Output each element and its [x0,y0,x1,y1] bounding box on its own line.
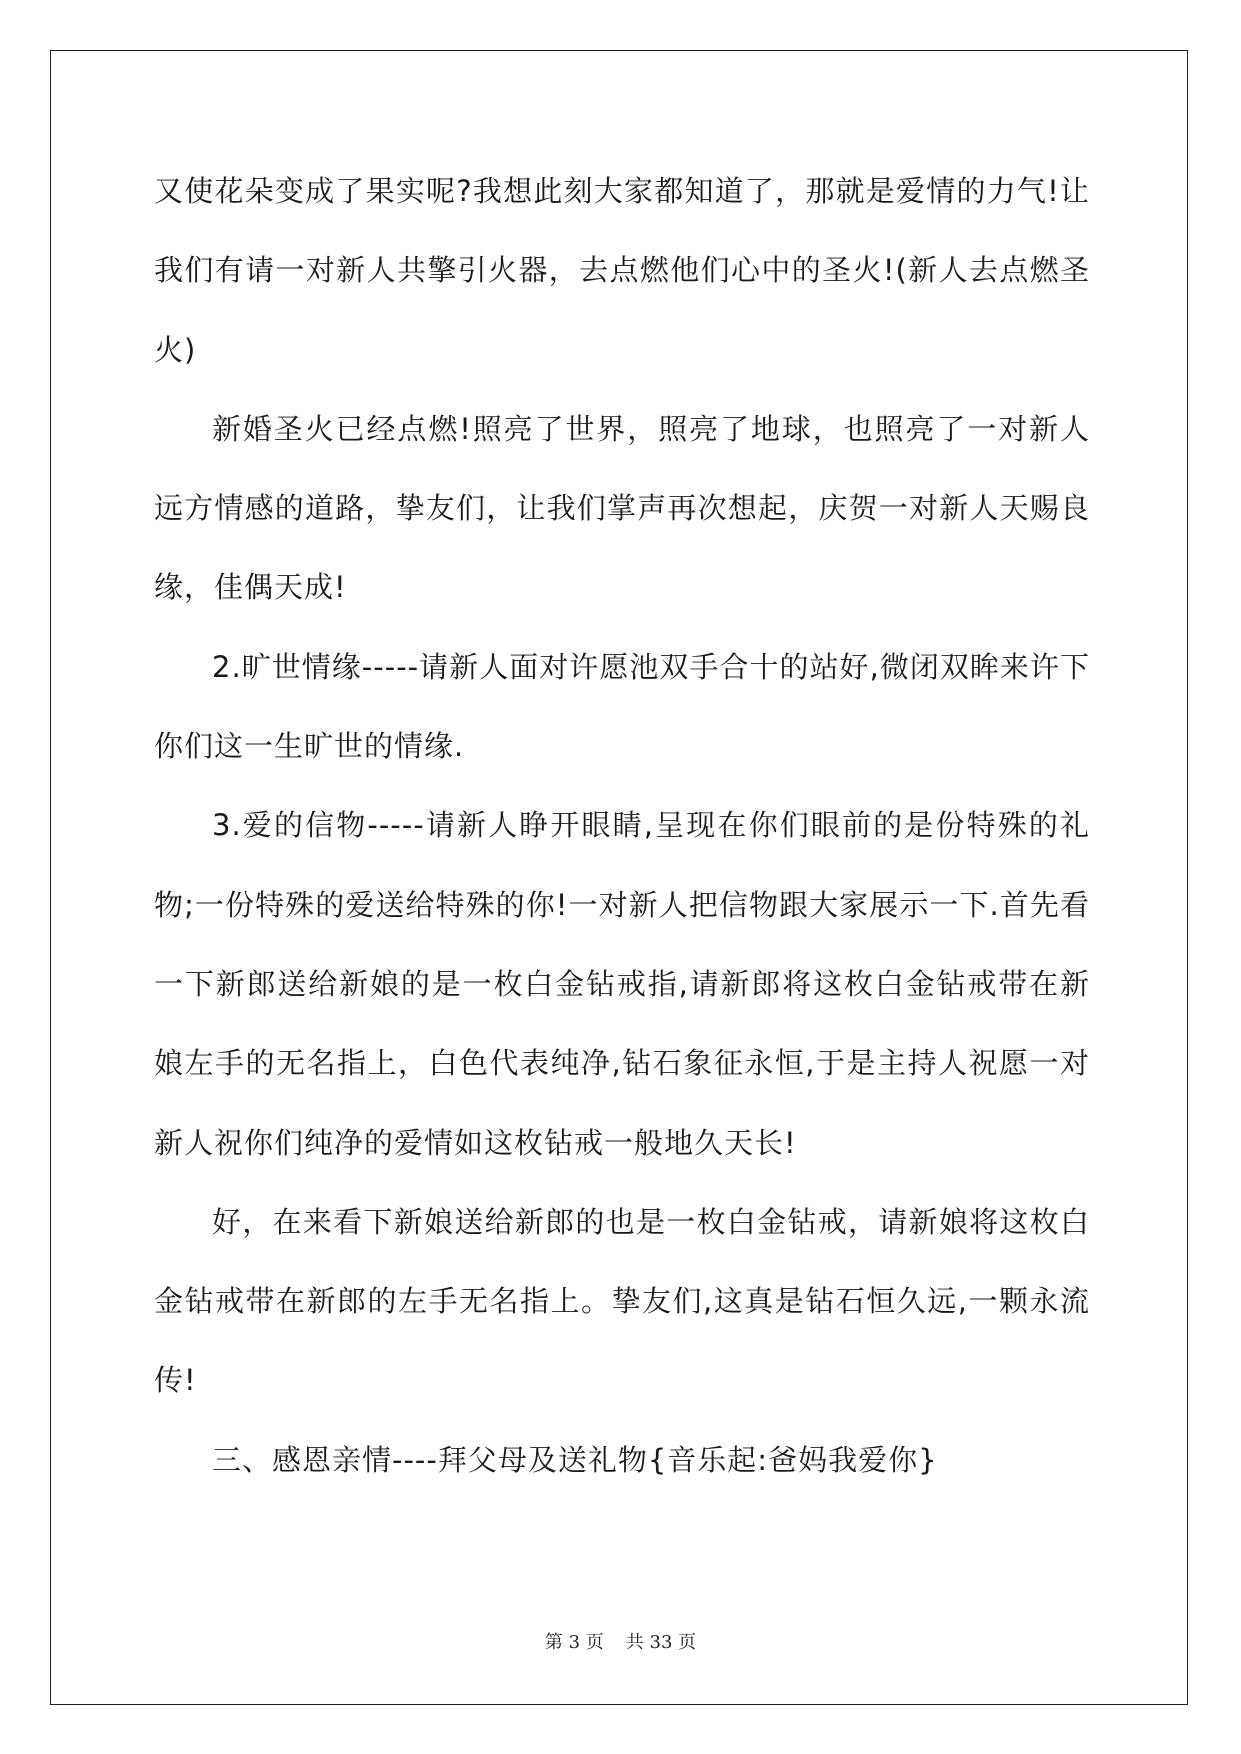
paragraph-1: 又使花朵变成了果实呢?我想此刻大家都知道了，那就是爱情的力气!让我们有请一对新人共擎引火器，去点燃他们心中的圣火!(新人去点燃圣火) [154,174,1090,367]
page-number: 第 3 页 [544,1632,604,1653]
paragraph-3: 2.旷世情缘-----请新人面对许愿池双手合十的站好,微闭双眸来许下你们这一生旷世的情缘. [154,649,1090,764]
paragraph-4: 3.爱的信物-----请新人睁开眼睛,呈现在你们眼前的是份特殊的礼物;一份特殊的爱送给特殊的你!一对新人把信物跟大家展示一下.首先看一下新郎送给新娘的是一枚白金钻戒指,请新郎将这枚白金钻戒带在新娘左手的无名指上，白色代表纯净,钻石象征永恒,于是主持人祝愿一对新人祝你们纯净的爱情如这枚钻戒一般地久天长! [154,808,1090,1160]
paragraph-6: 三、感恩亲情----拜父母及送礼物{音乐起:爸妈我爱你} [212,1442,938,1477]
page-footer [0,1628,1241,1654]
paragraph-2: 新婚圣火已经点燃!照亮了世界，照亮了地球，也照亮了一对新人远方情感的道路，挚友们，让我们掌声再次想起，庆贺一对新人天赐良缘，佳偶天成! [154,411,1090,605]
document-body [154,152,1090,1500]
page-total: 共 33 页 [625,1632,697,1653]
paragraph-5: 好，在来看下新娘送给新郎的也是一枚白金钻戒，请新娘将这枚白金钻戒带在新郎的左手无名指上。挚友们,这真是钻石恒久远,一颗永流传! [154,1204,1090,1398]
